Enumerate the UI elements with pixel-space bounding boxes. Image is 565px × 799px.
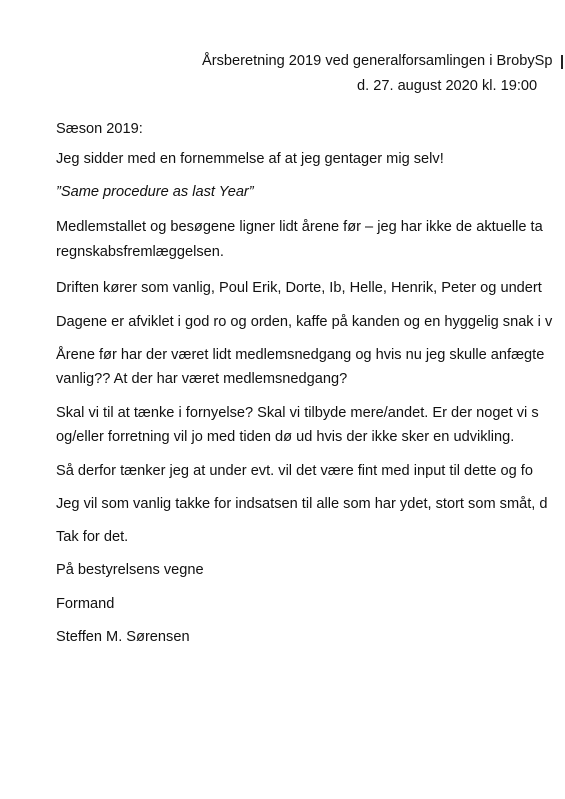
season-heading: Sæson 2019:: [56, 121, 143, 137]
paragraph-8: Jeg vil som vanlig takke for indsatsen til alle som har ydet, stort som småt, d: [56, 496, 548, 512]
meeting-date: d. 27. august 2020 kl. 19:00: [357, 78, 538, 94]
on-behalf-line: På bestyrelsens vegne: [56, 562, 204, 578]
paragraph-2-line-2: regnskabsfremlæggelsen.: [56, 244, 224, 260]
paragraph-1: Jeg sidder med en fornemmelse af at jeg gentager mig selv!: [56, 151, 444, 167]
paragraph-7: Så derfor tænker jeg at under evt. vil det være fint med input til dette og fo: [56, 463, 533, 479]
paragraph-5-line-2: vanlig?? At der har været medlemsnedgang?: [56, 371, 348, 387]
signer-name: Steffen M. Sørensen: [56, 629, 190, 645]
paragraph-6-line-2: og/eller forretning vil jo med tiden dø ud hvis der ikke sker en udvikling.: [56, 429, 515, 445]
thanks-line: Tak for det.: [56, 529, 129, 545]
paragraph-5-line-1: Årene før har der været lidt medlemsnedgang og hvis nu jeg skulle anfægte: [56, 347, 545, 363]
paragraph-2-line-1: Medlemstallet og besøgene ligner lidt årene før – jeg har ikke de aktuelle ta: [56, 219, 543, 235]
paragraph-3: Driften kører som vanlig, Poul Erik, Dorte, Ib, Helle, Henrik, Peter og undert: [56, 280, 542, 296]
quote-line: ”Same procedure as last Year”: [56, 184, 254, 200]
report-title: Årsberetning 2019 ved generalforsamlingen i BrobySp: [202, 53, 553, 69]
signer-role: Formand: [56, 596, 115, 612]
page-edge-mark: [561, 55, 563, 69]
paragraph-4: Dagene er afviklet i god ro og orden, kaffe på kanden og en hyggelig snak i v: [56, 314, 553, 330]
paragraph-6-line-1: Skal vi til at tænke i fornyelse? Skal vi tilbyde mere/andet. Er der noget vi s: [56, 405, 539, 421]
